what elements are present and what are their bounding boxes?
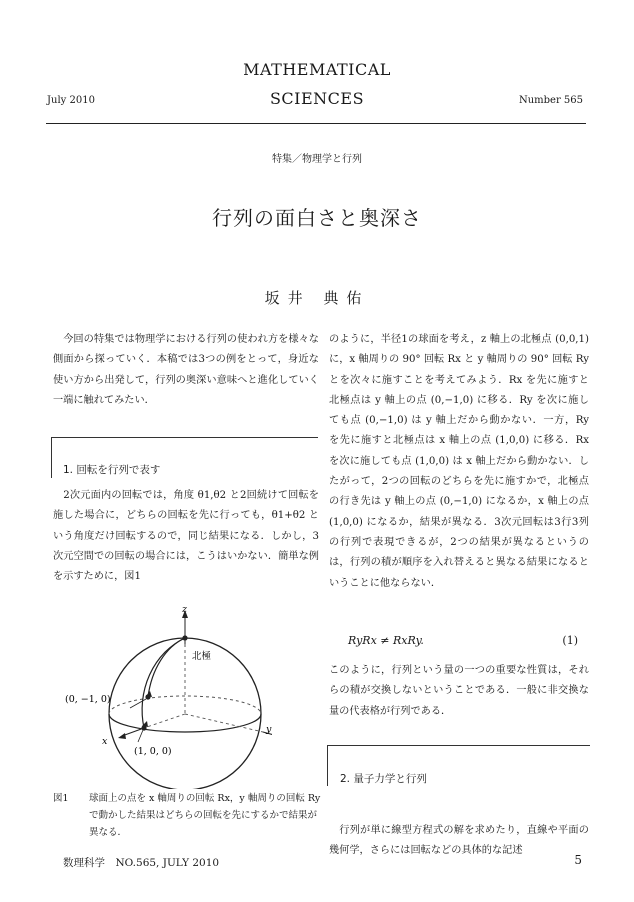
north-pole-point bbox=[182, 635, 187, 640]
section1-text: 2次元面内の回転では，角度 θ1,θ2 と2回続けて回転を施した場合に，どちらの回転を先に行っても，θ1+θ2 という角度だけ回転するので，同じ結果になる．しかし，3次元空間での回転の場合には，こうはいかない．簡単な例を示すために，図1 bbox=[53, 490, 319, 583]
leader-point2 bbox=[138, 730, 143, 742]
right-para2-text: このように，行列という量の一つの重要な性質は，それらの積が交換しないということである．一般に非交換な量の代表格が行列である． bbox=[329, 665, 589, 717]
sphere-figure bbox=[62, 604, 272, 789]
right-column-paragraph-2 bbox=[329, 661, 589, 722]
equation-number: (1) bbox=[562, 634, 578, 647]
header-rule bbox=[46, 123, 586, 124]
x-axis-arrow bbox=[118, 733, 126, 739]
equator-front bbox=[109, 714, 261, 732]
point2-label: (1, 0, 0) bbox=[134, 746, 172, 757]
sphere-outline bbox=[109, 638, 261, 789]
caption-label: 図1 bbox=[53, 793, 69, 804]
journal-name-line1: MATHEMATICAL bbox=[243, 60, 391, 79]
x-axis-inner bbox=[144, 714, 185, 728]
caption-text: 球面上の点を x 軸周りの回転 Rx，y 軸周りの回転 Ry で動かした結果はどちらの回転を先にするかで結果が異なる． bbox=[89, 793, 321, 838]
footer-journal: 数理科学 NO.565, JULY 2010 bbox=[63, 857, 220, 869]
y-axis-label: y bbox=[266, 724, 272, 735]
issue-date: July 2010 bbox=[47, 95, 95, 106]
section2-text: 行列が単に線型方程式の解を求めたり，直線や平面の幾何学，さらには回転などの具体的な記述 bbox=[329, 825, 589, 857]
feature-label: 特集／物理学と行列 bbox=[272, 154, 362, 165]
section1-body bbox=[53, 486, 319, 587]
north-pole-label: 北極 bbox=[192, 651, 212, 662]
right-column-paragraph bbox=[329, 330, 589, 594]
x-axis-label: x bbox=[102, 736, 108, 747]
equation-text: RyRx ≠ RxRy. bbox=[348, 634, 424, 647]
equation-1 bbox=[348, 634, 578, 647]
author-name: 坂井 典佑 bbox=[264, 289, 370, 307]
page-number: 5 bbox=[574, 853, 582, 867]
article-title: 行列の面白さと奥深さ bbox=[212, 206, 422, 230]
intro-text: 今回の特集では物理学における行列の使われ方を様々な側面から探っていく．本稿では3つの例をとって，身近な使い方から出発して，行列の奥深い意味へと進化していく一端に触れてみたい． bbox=[53, 334, 319, 406]
section2-heading: 2. 量子力学と行列 bbox=[340, 773, 427, 785]
right-para1-text: のように，半径1の球面を考え，z 軸上の北極点 (0,0,1) に，x 軸周りの 90° 回転 Rx と y 軸周りの 90° 回転 Ry とを次々に施すことを考えてみよう．Rx を先に施すと北極点は y 軸上の点 (0,−1,0) に移る．Ry を次に施しても点 (0,−1,0) は y 軸上だから動かない．一方，Ry を先に施すと北極点は x 軸上の点 (1,0,0) に移る．Rx を次に施しても点 (1,0,0) は x 軸上だから動かない．したがって，2つの回転のどちらを先に施すかで，北極点の行き先は y 軸上の点 (0,−1,0) になるか，x 軸上の点 (1,0,0) になるか，結果が異なる．3次元回転は3行3列の行列で表現できるが，2つの結果が異なるというのは，行列の積が順序を入れ替えると異なる結果になるということに他ならない． bbox=[329, 334, 589, 589]
journal-name-line2: SCIENCES bbox=[269, 89, 365, 108]
section1-heading: 1. 回転を行列で表す bbox=[63, 464, 161, 476]
issue-number: Number 565 bbox=[518, 95, 583, 106]
intro-paragraph bbox=[53, 330, 319, 411]
point1-label: (0, −1, 0) bbox=[65, 694, 111, 705]
z-axis-label: z bbox=[182, 604, 188, 615]
section2-body bbox=[329, 821, 589, 862]
leader-point1 bbox=[130, 699, 146, 708]
meridian-arc-2 bbox=[142, 638, 185, 728]
